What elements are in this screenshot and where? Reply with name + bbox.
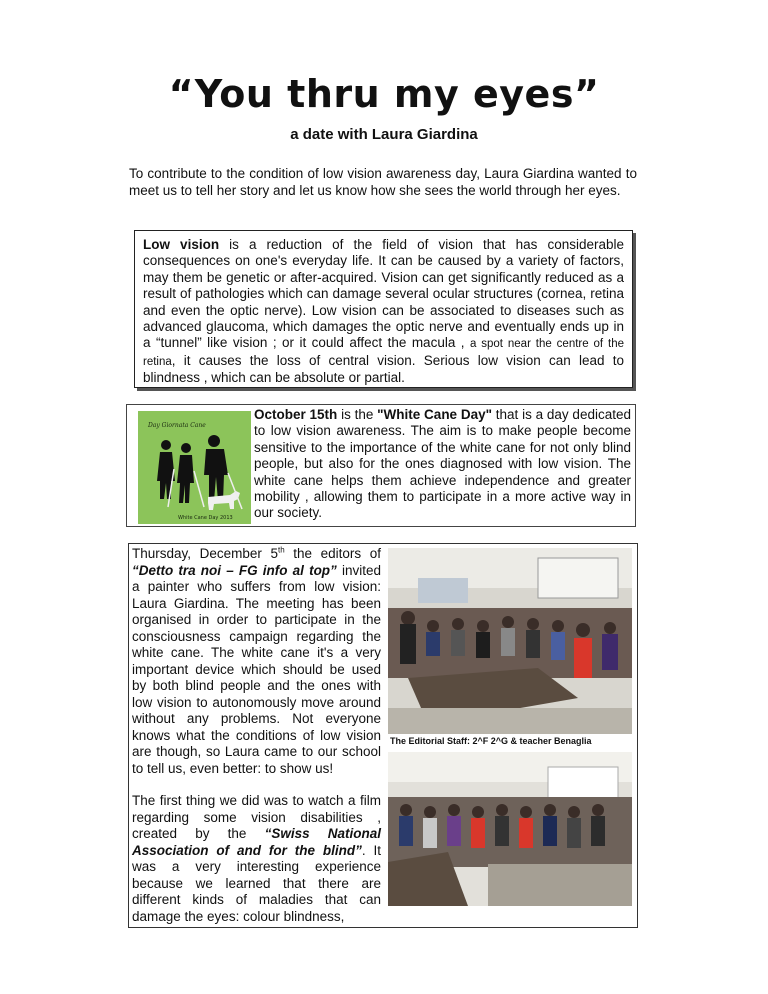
low-vision-term: Low vision xyxy=(143,237,220,252)
classroom-photo-2 xyxy=(388,752,632,906)
white-cane-text-1: is the xyxy=(337,407,378,422)
low-vision-text-2: , it causes the loss of central vision. Serious low vision can lead to blindness , which can be absolute or partial. xyxy=(143,352,624,386)
classroom-photo-1 xyxy=(388,548,632,734)
article-subtitle: a date with Laura Giardina xyxy=(290,126,478,143)
article-title: “You thru my eyes” xyxy=(168,72,600,116)
p2-text-b: . It was a very interesting experience because we learned that there are different kinds of maladies that can damage the eyes: colour blindness, xyxy=(132,842,382,924)
white-cane-day-poster xyxy=(138,411,251,524)
white-cane-day-text xyxy=(254,407,631,522)
white-cane-text-2: that is a day dedicated to low vision awareness. The aim is to make people become sensitive to the importance of the white cane for not only blind people, but also for the ones diagnosed with low vision. The white cane helps them achieve independence and greater mobility , allowing them to participate in a more active way in our society. xyxy=(254,407,631,521)
white-cane-day-box xyxy=(126,404,636,527)
p1-newspaper-name: “Detto tra noi – FG info al top” xyxy=(132,562,337,578)
p2-text-a: The first thing we did was to watch a film regarding some vision disabilities , created by the xyxy=(132,793,381,841)
p1-superscript: th xyxy=(278,545,285,555)
p1-text-c: invited a painter who suffers from low vision: Laura Giardina. The meeting has been organised in order to participate in the consciousness campaign regarding the white cane. The white cane it's a very important device which should be used by both blind people and the ones with low vision to autonomously move around without any problems. Not everyone knows what the conditions of low vision are though, so Laura came to our school to tell us, even better: to show us! xyxy=(132,562,381,776)
low-vision-text-1: is a reduction of the field of vision that has considerable consequences on one's everyday life. It can be caused by a variety of factors, may them be genetic or after-acquired. Vision can get significantly reduced as a result of pathologies which can damage several ocular structures (cornea, retina and even the optic nerve). Low vision can be associated to diseases such as advanced glaucoma, which damages the optic nerve and eventually ends up in a “tunnel” like vision ; or it could affect the macula , xyxy=(143,237,624,351)
photo-caption: The Editorial Staff: 2^F 2^G & teacher Benaglia xyxy=(390,736,592,746)
article-box xyxy=(128,543,638,928)
p1-text-b: the editors of xyxy=(284,546,381,561)
poster-caption-bottom: White Cane Day 2013 xyxy=(178,515,233,521)
article-paragraph-2 xyxy=(132,793,381,925)
article-paragraph-1 xyxy=(132,546,381,777)
low-vision-text-small: a spot near the centre of the retina xyxy=(143,338,624,368)
poster-caption-top: Day Giornata Cane xyxy=(148,422,206,429)
white-cane-date: October 15th xyxy=(254,407,338,422)
p2-association-name: “Swiss National Association of and for the blind” xyxy=(132,826,382,858)
p1-text-a: Thursday, December 5 xyxy=(132,546,278,561)
intro-paragraph: To contribute to the condition of low vision awareness day, Laura Giardina wanted to meet us to tell her story and let us know how she sees the world through her eyes. xyxy=(129,166,637,198)
white-cane-day-name: "White Cane Day" xyxy=(377,407,493,422)
article-column xyxy=(132,546,381,925)
low-vision-box xyxy=(134,230,633,388)
